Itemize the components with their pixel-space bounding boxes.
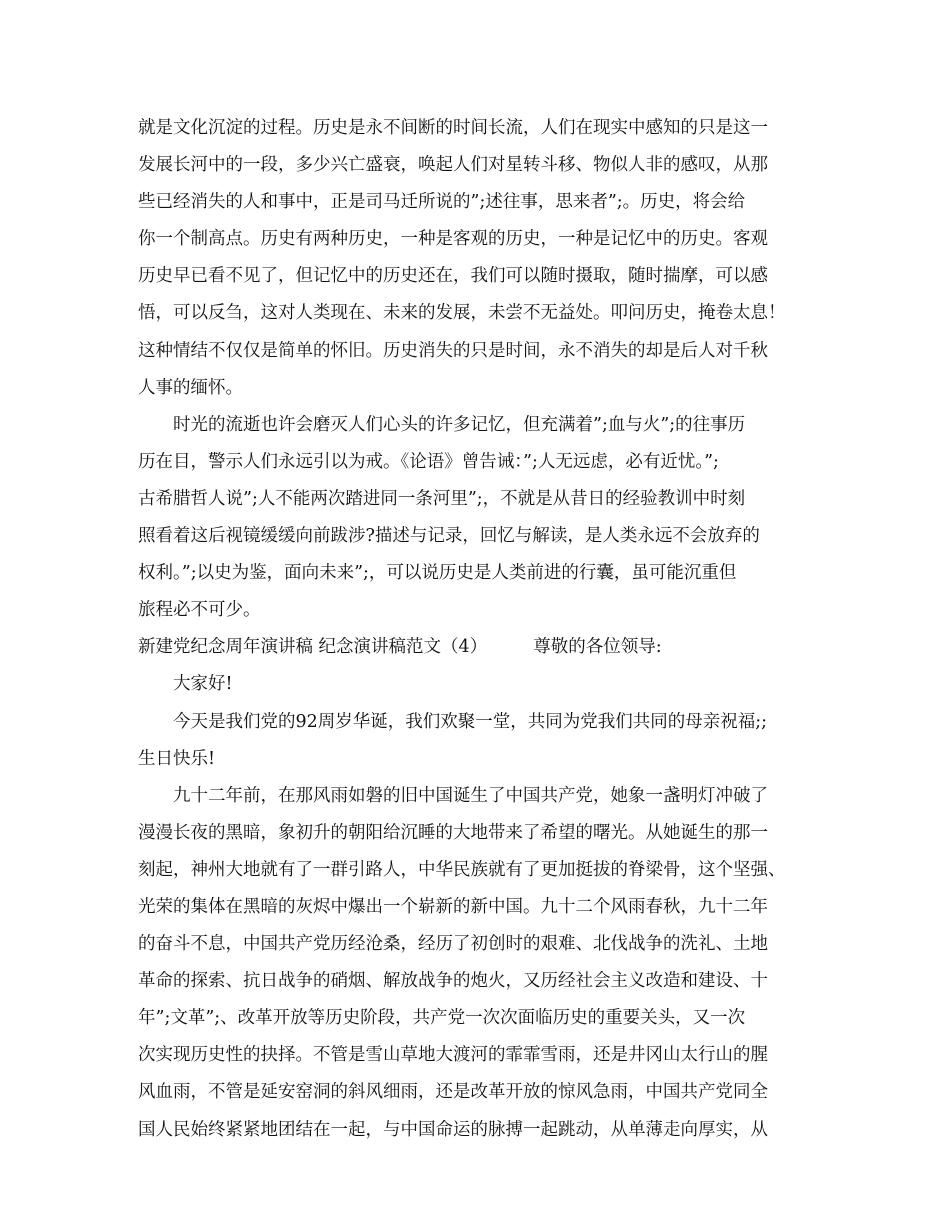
text-line: 历在目，警示人们永远引以为戒。《论语》曾告诫：”;人无远虑，必有近忧。”; [138, 451, 719, 472]
paragraph-history-of-party [138, 778, 828, 1149]
text-line: 你一个制高点。历史有两种历史，一种是客观的历史，一种是记忆中的历史。客观 [138, 229, 768, 250]
text-line: 光荣的集体在黑暗的灰烬中爆出一个崭新的新中国。九十二个风雨春秋，九十二年 [138, 896, 768, 917]
section-heading [138, 629, 828, 666]
text-line: 这种情结不仅仅是简单的怀旧。历史消失的只是时间，永不消失的却是后人对千秋 [138, 340, 768, 361]
text-line: 照看着这后视镜缓缓向前跋涉?描述与记录，回忆与解读，是人类永远不会放弃的 [138, 526, 760, 547]
text-line: 漫漫长夜的黑暗，象初升的朝阳给沉睡的大地带来了希望的曙光。从她诞生的那一 [138, 822, 768, 843]
heading-greeting: 尊敬的各位领导: [533, 637, 662, 658]
text-line: 人事的缅怀。 [138, 377, 243, 398]
text-line: 大家好! [173, 674, 233, 695]
text-line: 的奋斗不息，中国共产党历经沧桑，经历了初创时的艰难、北伐战争的洗礼、土地 [138, 934, 768, 955]
text-line: 历史早已看不见了，但记忆中的历史还在，我们可以随时摄取，随时揣摩，可以感 [138, 266, 768, 287]
text-line: 年”;文革”;、改革开放等历史阶段，共产党一次次面临历史的重要关头，又一次 [138, 1008, 746, 1029]
text-line: 发展长河中的一段，多少兴亡盛衰，唤起人们对星转斗移、物似人非的感叹，从那 [138, 155, 768, 176]
text-line: 古希腊哲人说”;人不能两次踏进同一条河里”;，不就是从昔日的经验教训中时刻 [138, 488, 746, 509]
text-line: 生日快乐! [138, 748, 216, 769]
text-line: 刻起，神州大地就有了一群引路人，中华民族就有了更加挺拔的脊梁骨，这个坚强、 [138, 859, 786, 880]
document-page [138, 110, 828, 1149]
paragraph-greeting [138, 666, 828, 703]
text-line: 国人民始终紧紧地团结在一起，与中国命运的脉搏一起跳动，从单薄走向厚实，从 [138, 1119, 768, 1140]
text-line: 旅程必不可少。 [138, 600, 261, 621]
text-line: 时光的流逝也许会磨灭人们心头的许多记忆，但充满着”;血与火”;的往事历 [173, 414, 746, 435]
heading-title: 新建党纪念周年演讲稿 纪念演讲稿范文（4） [138, 637, 488, 658]
text-line: 风血雨，不管是延安窑洞的斜风细雨，还是改革开放的惊风急雨，中国共产党同全 [138, 1082, 768, 1103]
text-line: 九十二年前，在那风雨如磐的旧中国诞生了中国共产党，她象一盏明灯冲破了 [173, 785, 768, 806]
paragraph-anniversary [138, 704, 828, 778]
text-line: 今天是我们党的92周岁华诞，我们欢聚一堂，共同为党我们共同的母亲祝福;; [173, 711, 768, 732]
text-line: 革命的探索、抗日战争的硝烟、解放战争的炮火，又历经社会主义改造和建设、十 [138, 971, 768, 992]
text-line: 就是文化沉淀的过程。历史是永不间断的时间长流，人们在现实中感知的只是这一 [138, 118, 768, 138]
text-line: 些已经消失的人和事中，正是司马迁所说的”;述往事，思来者”;。历史，将会给 [138, 192, 746, 213]
text-line: 次实现历史性的抉择。不管是雪山草地大渡河的霏霏雪雨，还是井冈山太行山的腥 [138, 1045, 768, 1066]
paragraph-history [138, 110, 828, 407]
paragraph-time [138, 407, 828, 630]
text-line: 悟，可以反刍，这对人类现在、未来的发展，未尝不无益处。叩问历史，掩卷太息！ [138, 303, 786, 324]
text-line: 权利。”;以史为鉴，面向未来”;，可以说历史是人类前进的行囊，虽可能沉重但 [138, 563, 737, 584]
